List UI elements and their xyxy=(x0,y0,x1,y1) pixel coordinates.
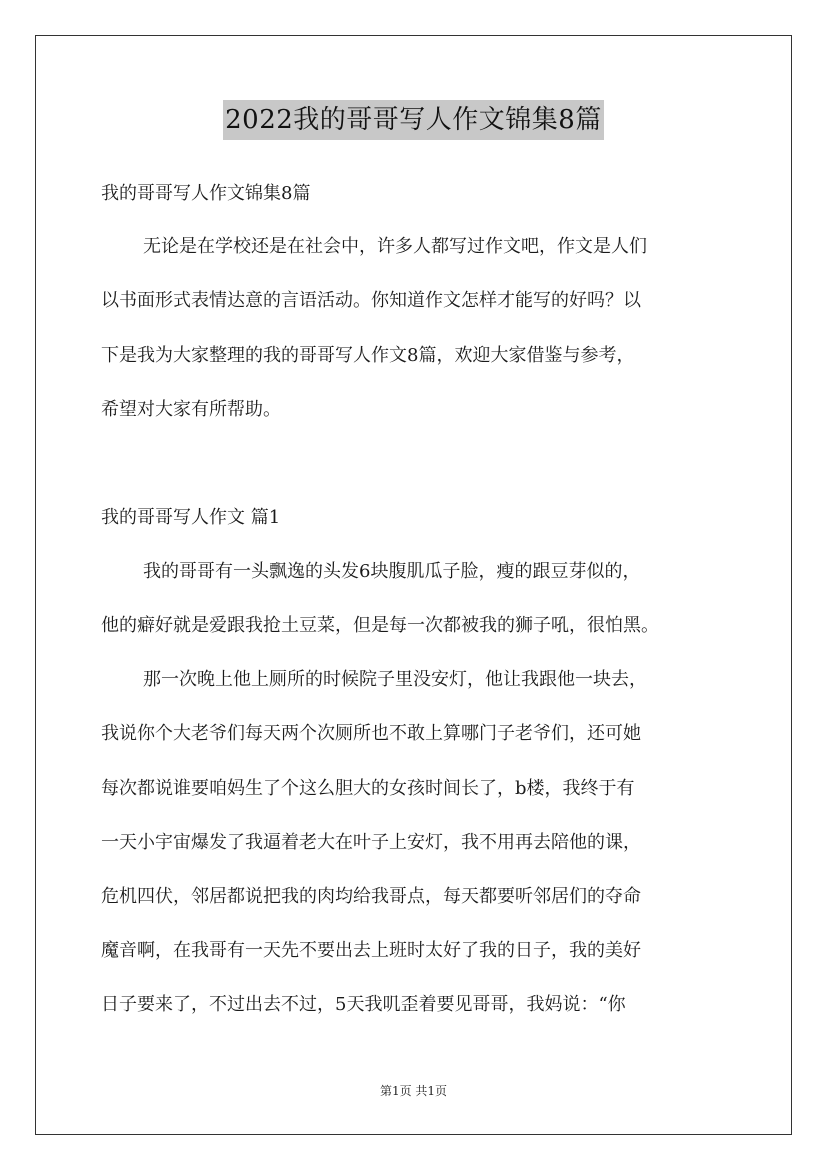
document-subtitle: 我的哥哥写人作文锦集8篇 xyxy=(101,183,311,204)
title-container xyxy=(0,100,827,140)
intro-line: 希望对大家有所帮助。 xyxy=(101,399,281,420)
document-title: 2022我的哥哥写人作文锦集8篇 xyxy=(223,100,604,140)
paragraph-line: 那一次晚上他上厕所的时候院子里没安灯，他让我跟他一块去， xyxy=(143,669,647,690)
section-heading: 我的哥哥写人作文 篇1 xyxy=(101,507,281,528)
intro-line: 以书面形式表情达意的言语活动。你知道作文怎样才能写的好吗？以 xyxy=(101,290,641,311)
intro-line: 无论是在学校还是在社会中，许多人都写过作文吧，作文是人们 xyxy=(143,236,647,257)
paragraph-line: 他的癖好就是爱跟我抢土豆菜，但是每一次都被我的狮子吼，很怕黑。 xyxy=(101,615,659,636)
paragraph-line: 我的哥哥有一头飘逸的头发6块腹肌瓜子脸，瘦的跟豆芽似的， xyxy=(143,561,641,582)
paragraph-line: 每次都说谁要咱妈生了个这么胆大的女孩时间长了，b楼，我终于有 xyxy=(101,778,635,799)
paragraph-line: 我说你个大老爷们每天两个次厕所也不敢上算哪门子老爷们，还可她 xyxy=(101,723,641,744)
page-footer: 第1页 共1页 xyxy=(379,1084,448,1098)
paragraph-line: 一天小宇宙爆发了我逼着老大在叶子上安灯，我不用再去陪他的课， xyxy=(101,832,641,853)
intro-line: 下是我为大家整理的我的哥哥写人作文8篇，欢迎大家借鉴与参考， xyxy=(101,345,635,366)
paragraph-line: 日子要来了，不过出去不过，5天我叽歪着要见哥哥，我妈说：“你 xyxy=(101,994,626,1015)
paragraph-line: 危机四伏，邻居都说把我的肉均给我哥点，每天都要听邻居们的夺命 xyxy=(101,886,641,907)
paragraph-line: 魔音啊，在我哥有一天先不要出去上班时太好了我的日子，我的美好 xyxy=(101,940,641,961)
